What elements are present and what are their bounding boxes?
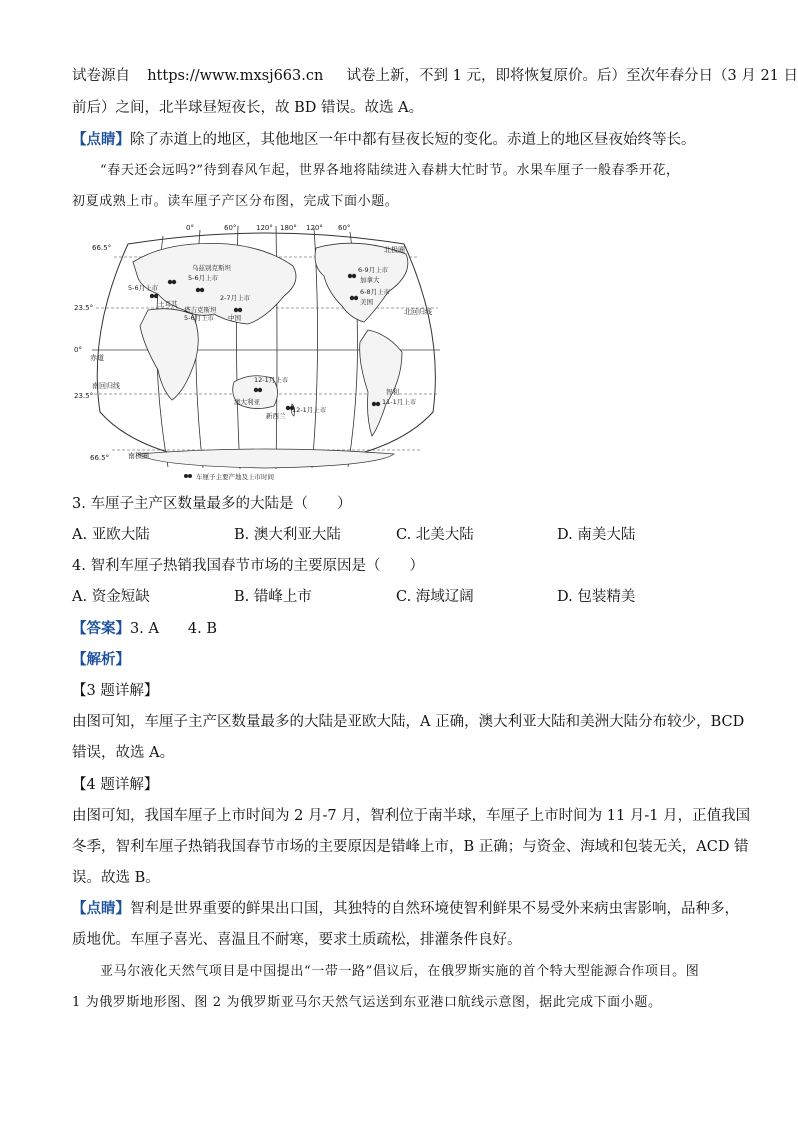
q3-detail-tag: 【3 题详解】 (72, 683, 159, 699)
note-tag: 【点睛】 (72, 131, 130, 148)
region-label: 澳大利亚 (234, 398, 260, 406)
region-time: 5-6月上市 (188, 274, 219, 282)
arctic-circle-label: 北极圈 (384, 246, 405, 254)
answer-text: 3. A 4. B (130, 621, 218, 637)
region-label: 美国 (360, 298, 373, 306)
region-time: 11-1月上市 (382, 398, 417, 406)
q3-stem: 3. 车厘子主产区数量最多的大陆是（ ） (72, 496, 352, 512)
lat-label: 23.5° (74, 392, 94, 400)
q3-detail-line-2: 错误，故选 A。 (72, 745, 175, 761)
analysis-tag: 【解析】 (72, 651, 130, 668)
region-time: 6-8月上市 (360, 288, 391, 296)
intro-line-1: “春天还会远吗?”待到春风乍起，世界各地将陆续进入春耕大忙时节。水果车厘子一般春季开花， (100, 163, 680, 178)
cherry-distribution-map (74, 222, 444, 488)
region-time: 5-6月上市 (128, 284, 159, 292)
lat-label: 23.5° (74, 304, 94, 312)
antarctic-circle-label: 南极圈 (128, 452, 149, 460)
region-time: 6-9月上市 (358, 266, 389, 274)
prev-note (72, 130, 696, 150)
continuation-text: 后）至次年春分日（3 月 21 日 (597, 68, 798, 84)
q3-option-c[interactable]: C. 北美大陆 (396, 527, 474, 543)
region-label: 新西兰 (266, 412, 286, 420)
answer-tag: 【答案】 (72, 620, 130, 637)
tropic-cancer-label: 北回归线 (404, 308, 432, 316)
region-time: 2-7月上市 (220, 294, 251, 302)
q4-option-c[interactable]: C. 海域辽阔 (396, 589, 474, 605)
source-label: 试卷源自 (72, 68, 130, 84)
map-legend: 车厘子主要产地及上市时间 (196, 473, 274, 481)
analysis-note-line-2: 质地优。车厘子喜光、喜温且不耐寒，要求土质疏松，排灌条件良好。 (72, 932, 522, 948)
answer-line (72, 619, 217, 639)
source-url[interactable]: https://www.mxsj663.cn (147, 68, 324, 84)
lon-label: 180° (280, 224, 297, 232)
q4-detail-line-3: 误。故选 B。 (72, 870, 160, 886)
region-label: 塔吉克斯坦 (184, 306, 217, 314)
analysis-note-line-1: 智利是世界重要的鲜果出口国，其独特的自然环境使智利鲜果不易受外来病虫害影响，品种多， (130, 901, 739, 917)
lon-label: 0° (186, 224, 194, 232)
region-time: 12-1月上市 (254, 376, 289, 384)
promo-text: 试卷上新，不到 1 元，即将恢复原价。 (346, 68, 597, 84)
intro-line-2: 初夏成熟上市。读车厘子产区分布图，完成下面小题。 (72, 194, 399, 209)
q4-detail-tag: 【4 题详解】 (72, 777, 159, 793)
q3-option-a[interactable]: A. 亚欧大陆 (72, 527, 150, 543)
region-label: 中国 (228, 314, 241, 322)
tropic-capricorn-label: 南回归线 (92, 382, 120, 390)
note-text: 除了赤道上的地区，其他地区一年中都有昼夜长短的变化。赤道上的地区昼夜始终等长。 (130, 132, 696, 148)
prev-answer-line: 前后）之间，北半球昼短夜长，故 BD 错误。故选 A。 (72, 100, 424, 116)
lat-label: 66.5° (92, 244, 112, 252)
q4-option-a[interactable]: A. 资金短缺 (72, 589, 150, 605)
analysis-note (72, 899, 739, 919)
q3-detail-line-1: 由图可知，车厘子主产区数量最多的大陆是亚欧大陆，A 正确，澳大利亚大陆和美洲大陆分布较少，BCD (72, 714, 745, 730)
q4-detail-line-2: 冬季，智利车厘子热销我国春节市场的主要原因是错峰上市，B 正确；与资金、海域和包装无关，ACD 错 (72, 839, 749, 855)
lat-label: 66.5° (90, 454, 110, 462)
q3-option-b[interactable]: B. 澳大利亚大陆 (234, 527, 341, 543)
q4-option-b[interactable]: B. 错峰上市 (234, 589, 312, 605)
region-time: 5-6月上市 (184, 314, 215, 322)
region-label: 智利 (386, 388, 399, 396)
analysis-note-tag: 【点睛】 (72, 900, 130, 917)
lon-label: 120° (256, 224, 273, 232)
q3-option-d[interactable]: D. 南美大陆 (557, 527, 636, 543)
lon-label: 120° (306, 224, 323, 232)
equator-label: 赤道 (90, 354, 104, 362)
region-label: 乌兹别克斯坦 (192, 264, 231, 272)
lon-label: 60° (338, 224, 351, 232)
next-intro-line-1: 亚马尔液化天然气项目是中国提出“一带一路”倡议后，在俄罗斯实施的首个特大型能源合作项目。图 (100, 964, 700, 979)
q4-option-d[interactable]: D. 包装精美 (557, 589, 636, 605)
q4-detail-line-1: 由图可知，我国车厘子上市时间为 2 月-7 月，智利位于南半球，车厘子上市时间为 11 月-1 月，正值我国 (72, 808, 751, 824)
header-line (72, 66, 798, 86)
lat-label: 0° (74, 346, 82, 354)
next-intro-line-2: 1 为俄罗斯地形图、图 2 为俄罗斯亚马尔天然气运送到东亚港口航线示意图，据此完成下面小题。 (72, 995, 662, 1010)
region-label: 加拿大 (360, 276, 380, 284)
q4-stem: 4. 智利车厘子热销我国春节市场的主要原因是（ ） (72, 558, 424, 574)
lon-label: 60° (224, 224, 237, 232)
region-time: 12-1月上市 (292, 406, 327, 414)
region-label: 土耳其 (158, 300, 178, 308)
